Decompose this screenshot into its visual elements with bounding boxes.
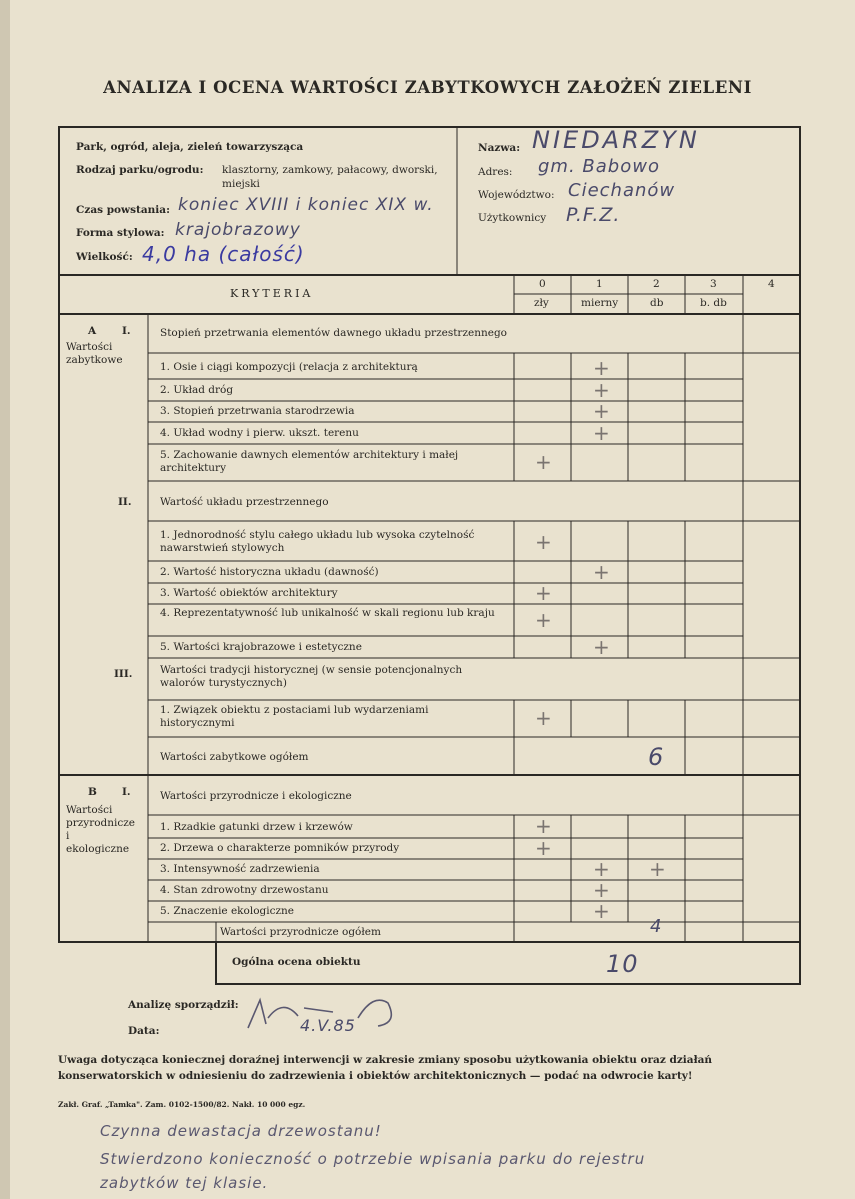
score-label-2: db	[650, 297, 664, 309]
prepared-label: Analizę sporządził:	[128, 999, 239, 1011]
group2-item2: 2. Wartość historyczna układu (dawność)	[160, 566, 379, 578]
group1-item3: 3. Stopień przetrwania starodrzewia	[160, 405, 355, 417]
date-label: Data:	[128, 1025, 160, 1037]
park-type-line: Park, ogród, aleja, zieleń towarzysząca	[76, 141, 304, 153]
score-mark-b-4: +	[593, 878, 610, 902]
group1-item4: 4. Układ wodny i pierw. ukszt. terenu	[160, 427, 359, 439]
score-mark-a-2-4: +	[535, 608, 552, 632]
section-a-name: Wartości zabytkowe	[66, 341, 123, 366]
score-label-3: b. db	[700, 297, 727, 309]
score-mark-b-3: +	[649, 857, 666, 881]
overall-value: 10	[606, 950, 639, 978]
score-mark-a-1-2: +	[593, 378, 610, 402]
group3-item1: 1. Związek obiektu z postaciami lub wydarzeniami historycznymi	[160, 704, 429, 729]
wielkosc-value: 4,0 ha (całość)	[142, 242, 305, 266]
uzytkownicy-label: Użytkownicy	[478, 212, 547, 224]
group1-item5: 5. Zachowanie dawnych elementów architektury i małej architektury	[160, 449, 459, 474]
section-a-group3-numeral: III.	[114, 668, 133, 680]
group2-item5: 5. Wartości krajobrazowe i estetyczne	[160, 641, 362, 653]
wojewodztwo-label: Województwo:	[478, 189, 555, 201]
score-mark-a-2-2: +	[593, 560, 610, 584]
section-b-total-label: Wartości przyrodnicze ogółem	[220, 926, 381, 938]
form-title: ANALIZA I OCENA WARTOŚCI ZABYTKOWYCH ZAŁOŻEŃ ZIELENI	[103, 78, 752, 97]
section-b-item2: 2. Drzewa o charakterze pomników przyrody	[160, 842, 400, 854]
group1-item1: 1. Osie i ciągi kompozycji (relacja z architekturą	[160, 361, 418, 373]
group1-item2: 2. Układ dróg	[160, 384, 234, 396]
rodzaj-label: Rodzaj parku/ogrodu:	[76, 164, 204, 176]
czas-value: koniec XVIII i koniec XIX w.	[178, 195, 434, 215]
score-mark-b-1: +	[535, 814, 552, 838]
handwritten-note-1: Czynna dewastacja drzewostanu!	[100, 1122, 382, 1140]
score-mark-b-5: +	[593, 899, 610, 923]
score-number-3: 3	[710, 278, 717, 290]
score-mark-a-1-4: +	[593, 421, 610, 445]
section-b-item4: 4. Stan zdrowotny drzewostanu	[160, 884, 329, 896]
forma-value: krajobrazowy	[175, 220, 301, 240]
score-number-1: 1	[596, 278, 603, 290]
score-number-2: 2	[653, 278, 660, 290]
adres-label: Adres:	[478, 166, 513, 178]
score-mark-a-1-1: +	[593, 356, 610, 380]
score-mark-b-3-crossed: +	[593, 857, 610, 881]
rodzaj-options-2: miejski	[222, 178, 260, 190]
section-a-group2-numeral: II.	[118, 496, 132, 508]
footer-note: Uwaga dotycząca koniecznej doraźnej interwencji w zakresie zmiany sposobu użytkowania obiektu oraz działań konserwatorskich w odniesieniu do zadrzewienia i obiektów architektonicznych — podać na odwrocie karty!	[58, 1054, 713, 1082]
section-b-title: Wartości przyrodnicze i ekologiczne	[160, 790, 352, 802]
score-mark-a-2-5: +	[593, 635, 610, 659]
section-b-total-value: 4	[650, 916, 663, 937]
section-b-letter: B	[88, 786, 97, 798]
score-number-0: 0	[539, 278, 546, 290]
group2-title: Wartość układu przestrzennego	[160, 496, 329, 508]
section-a-total-label: Wartości zabytkowe ogółem	[160, 751, 309, 763]
group2-item3: 3. Wartość obiektów architektury	[160, 587, 338, 599]
score-label-0: zły	[534, 297, 549, 309]
section-b-item5: 5. Znaczenie ekologiczne	[160, 905, 295, 917]
nazwa-label: Nazwa:	[478, 142, 521, 154]
score-mark-a-1-3: +	[593, 399, 610, 423]
rodzaj-options: klasztorny, zamkowy, pałacowy, dworski,	[222, 164, 438, 176]
group2-item4: 4. Reprezentatywność lub unikalność w skali regionu lub kraju	[160, 607, 495, 619]
uzytkownicy-value: P.F.Z.	[566, 204, 621, 226]
criteria-title: KRYTERIA	[230, 287, 314, 300]
section-b-item1: 1. Rzadkie gatunki drzew i krzewów	[160, 821, 353, 833]
section-b-name: Wartości przyrodnicze i ekologiczne	[66, 804, 136, 855]
section-a-letter: A	[88, 325, 97, 337]
section-b-numeral: I.	[122, 786, 131, 798]
group2-item1: 1. Jednorodność stylu całego układu lub wysoka czytelność nawarstwień stylowych	[160, 529, 475, 554]
score-number-4: 4	[768, 278, 775, 290]
nazwa-value: NIEDARZYN	[532, 126, 700, 154]
handwritten-note-2: Stwierdzono konieczność o potrzebie wpisania parku do rejestru	[100, 1150, 646, 1168]
wielkosc-label: Wielkość:	[76, 251, 133, 263]
wojewodztwo-value: Ciechanów	[568, 180, 676, 201]
group1-title: Stopień przetrwania elementów dawnego układu przestrzennego	[160, 327, 507, 339]
czas-label: Czas powstania:	[76, 204, 170, 216]
score-label-1: mierny	[581, 297, 619, 309]
section-a-group1-numeral: I.	[122, 325, 131, 337]
date-value: 4.V.85	[300, 1016, 356, 1035]
score-mark-a-1-5: +	[535, 450, 552, 474]
section-a-total-value: 6	[648, 743, 665, 771]
section-b-item3: 3. Intensywność zadrzewienia	[160, 863, 320, 875]
imprint: Zakł. Graf. „Tamka". Zam. 0102-1500/82. Nakł. 10 000 egz.	[58, 1100, 306, 1109]
group3-title: Wartości tradycji historycznej (w sensie potencjonalnych walorów turystycznych)	[160, 664, 463, 689]
score-mark-a-2-3: +	[535, 581, 552, 605]
overall-label: Ogólna ocena obiektu	[232, 956, 361, 968]
forma-label: Forma stylowa:	[76, 227, 165, 239]
score-mark-b-2: +	[535, 836, 552, 860]
score-mark-a-3-1: +	[535, 706, 552, 730]
handwritten-note-3: zabytków tej klasie.	[100, 1174, 269, 1192]
adres-value: gm. Babowo	[538, 156, 660, 177]
score-mark-a-2-1: +	[535, 530, 552, 554]
